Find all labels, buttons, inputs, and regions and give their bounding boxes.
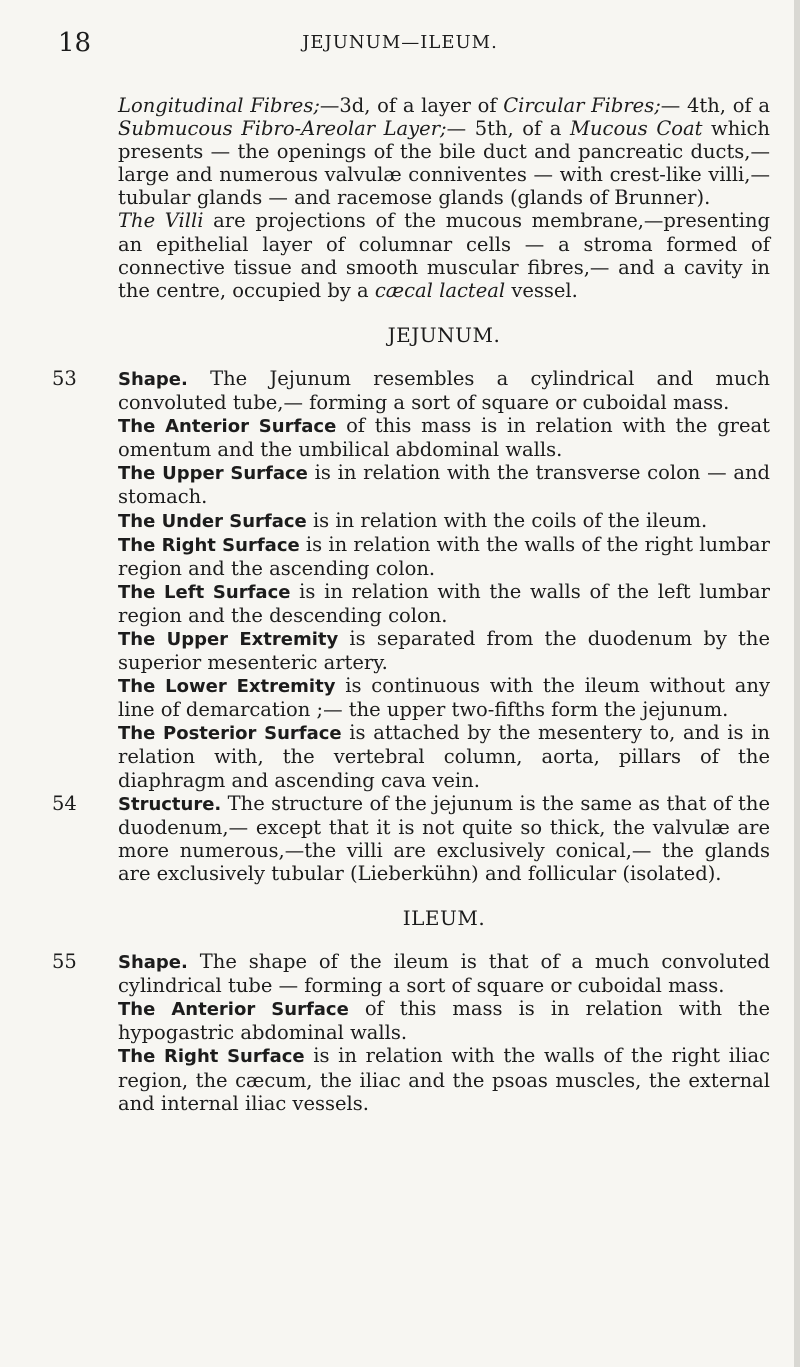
label-upper-extremity: The Upper Extremity <box>118 628 339 650</box>
caecal-lacteal-term: cæcal lacteal <box>374 278 506 302</box>
intro-term-circular: Circular Fibres; <box>503 94 661 117</box>
page-number: 18 <box>58 28 92 58</box>
page-edge <box>794 0 800 1367</box>
intro-term-longitudinal: Longitudinal Fibres; <box>118 94 320 117</box>
paragraph-55 <box>52 950 770 1115</box>
page-body <box>52 94 770 1115</box>
jejunum-right <box>118 533 770 580</box>
jejunum-upper-extremity <box>118 627 770 674</box>
text-upper-extremity: is separated from the duodenum by the superior mesenteric artery. <box>118 626 770 675</box>
paragraph-53 <box>52 366 770 792</box>
section-heading-jejunum: JEJUNUM. <box>387 322 501 347</box>
jejunum-under <box>118 509 770 533</box>
page-header <box>0 28 800 68</box>
label-left: The Left Surface <box>118 581 291 603</box>
text-anterior: of this mass is in relation with the hypogastric abdominal walls. <box>118 997 770 1045</box>
label-anterior: The Anterior Surface <box>118 999 349 1021</box>
text-lower-extremity: is continuous with the ileum without any line of demarcation ;— the upper two-fifths form the jejunum. <box>118 674 770 722</box>
label-lower-extremity: The Lower Extremity <box>118 676 336 698</box>
intro-text-3: — 5th, of a <box>446 117 570 141</box>
label-right: The Right Surface <box>118 1046 305 1068</box>
villi-text-1: are projections of the mucous membrane,—presenting an epithelial layer of columnar cells — a stroma formed of connective tissue and smooth muscular fibres,— and a cavity in the centre, occupied by a <box>118 209 770 302</box>
text-right: is in relation with the walls of the right lumbar region and the ascending colon. <box>118 532 770 580</box>
text-structure: The structure of the jejunum is the same as that of the duodenum,— except that it is not quite so thick, the valvulæ are more numerous,—the villi are exclusively conical,— the glands are exclusively tubular (Lieberkühn) and follicular (isolated). <box>118 791 770 885</box>
text-upper: is in relation with the transverse colon — and stomach. <box>118 461 770 509</box>
label-posterior: The Posterior Surface <box>118 723 342 745</box>
intro-text-2: — 4th, of a <box>660 94 770 117</box>
label-structure: Structure. <box>118 793 222 815</box>
text-shape: The shape of the ileum is that of a much convoluted cylindrical tube — forming a sort of square or cuboidal mass. <box>118 950 770 998</box>
text-anterior: of this mass is in relation with the great omentum and the umbilical abdominal walls. <box>118 414 770 462</box>
villi-paragraph <box>118 209 770 301</box>
label-shape: Shape. <box>118 368 188 390</box>
label-right: The Right Surface <box>118 534 300 556</box>
jejunum-shape <box>118 367 770 414</box>
intro-term-submucous: Submucous Fibro-Areolar Layer; <box>118 117 447 141</box>
jejunum-structure <box>118 792 770 885</box>
text-right: is in relation with the walls of the right iliac region, the cæcum, the iliac and the psoas muscles, the external and internal iliac vessels. <box>118 1044 770 1115</box>
paragraph-number: 54 <box>52 791 77 815</box>
intro-term-mucous: Mucous Coat <box>570 117 703 141</box>
jejunum-left <box>118 580 770 627</box>
text-under: is in relation with the coils of the ileum. <box>306 508 708 532</box>
ileum-anterior <box>118 997 770 1044</box>
paragraph-number: 55 <box>52 950 77 974</box>
label-under: The Under Surface <box>118 510 307 532</box>
villi-text-2: vessel. <box>505 278 578 302</box>
jejunum-posterior <box>118 721 770 791</box>
text-posterior: is attached by the mesentery to, and is in relation with, the vertebral column, aorta, pillars of the diaphragm and ascending cava vein. <box>118 721 770 792</box>
intro-text-4: which presents — the openings of the bile duct and pancreatic ducts,—large and numerous valvulæ conniventes — with crest-like villi,— tubular glands — and racemose glands (glands of Brunner). <box>118 117 770 210</box>
intro-paragraph <box>118 94 770 209</box>
text-shape: The Jejunum resembles a cylindrical and much convoluted tube,— forming a sort of square or cuboidal mass. <box>118 366 770 415</box>
jejunum-upper <box>118 461 770 508</box>
ileum-shape <box>118 950 770 997</box>
paragraph-54 <box>52 791 770 885</box>
text-left: is in relation with the walls of the left lumbar region and the descending colon. <box>118 579 770 627</box>
intro-text-1: —3d, of a layer of <box>319 94 504 117</box>
label-anterior: The Anterior Surface <box>118 416 337 438</box>
ileum-right <box>118 1044 770 1114</box>
running-head: JEJUNUM—ILEUM. <box>302 32 498 53</box>
label-shape: Shape. <box>118 952 188 974</box>
label-upper: The Upper Surface <box>118 463 308 485</box>
villi-term: The Villi <box>118 209 204 233</box>
paragraph-number: 53 <box>52 366 77 390</box>
jejunum-lower-extremity <box>118 674 770 721</box>
jejunum-anterior <box>118 414 770 461</box>
section-heading-ileum: ILEUM. <box>402 906 486 930</box>
